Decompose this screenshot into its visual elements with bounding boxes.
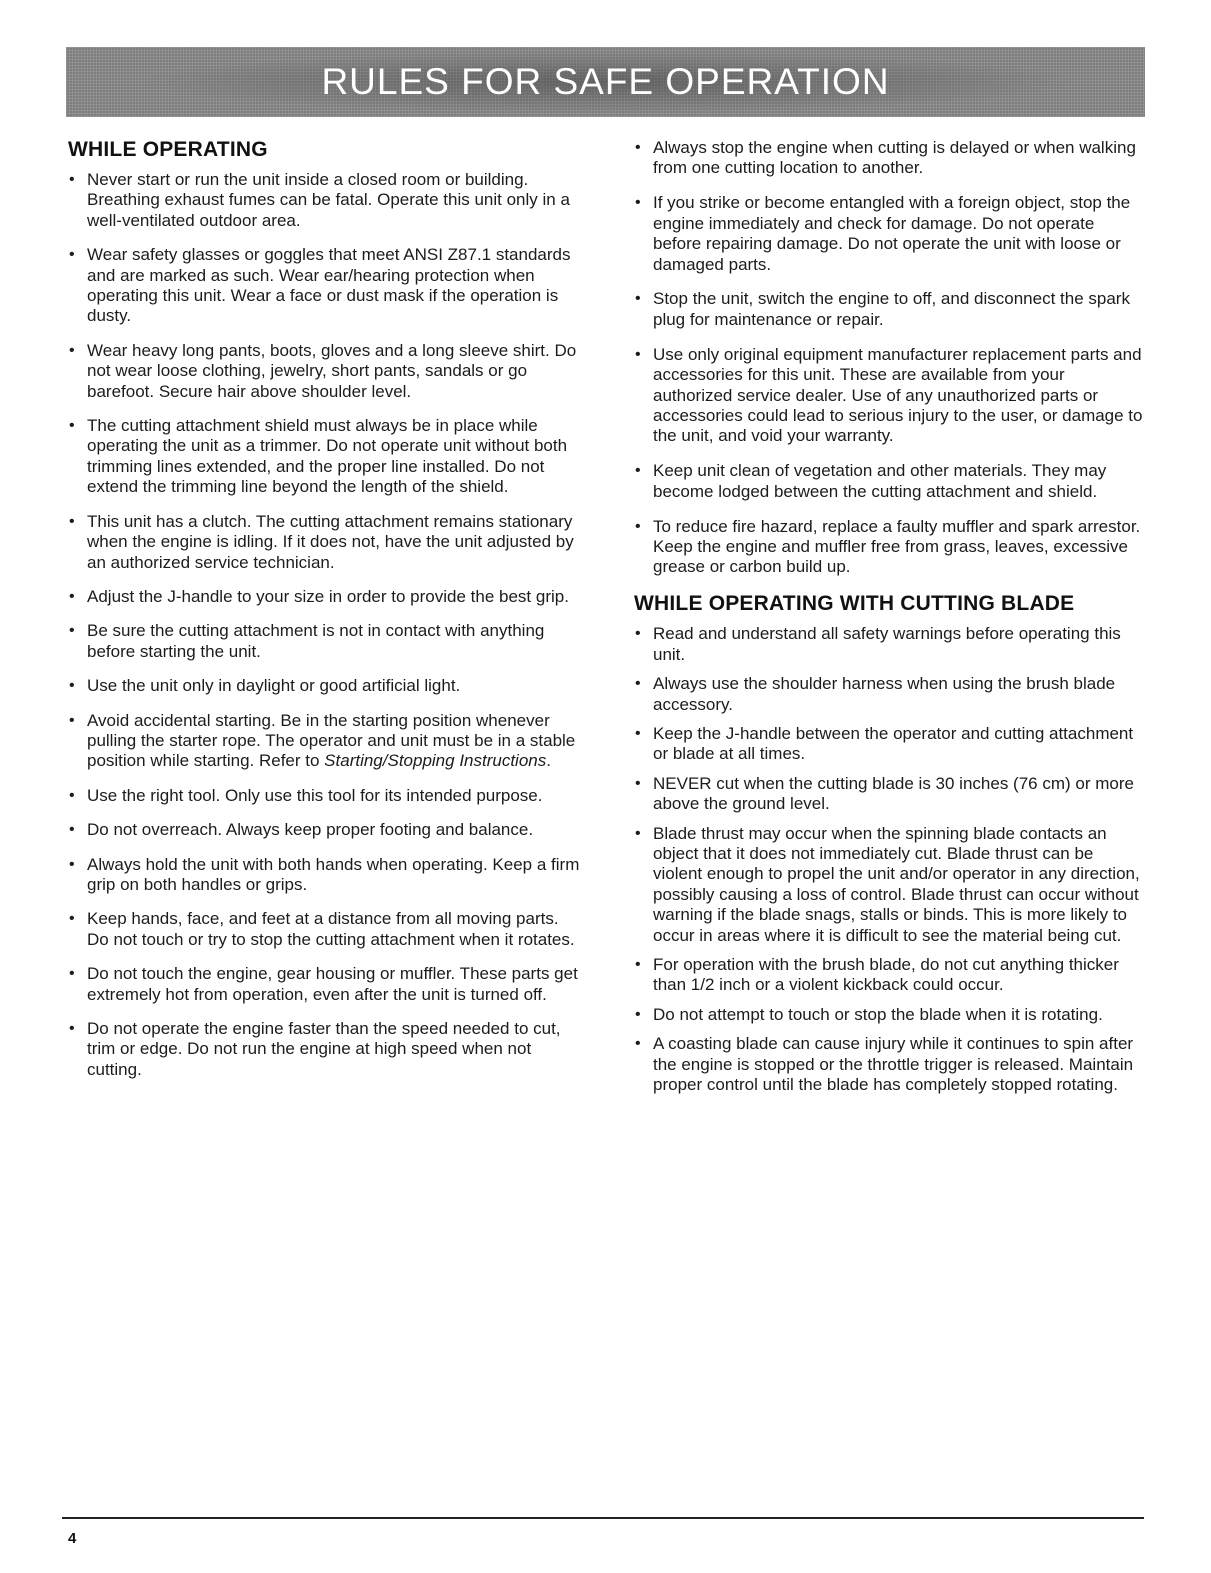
rule-text: Use the right tool. Only use this tool for its intended purpose. bbox=[87, 785, 543, 805]
rule-item bbox=[68, 676, 580, 696]
rule-item bbox=[634, 517, 1144, 578]
rule-text: Keep hands, face, and feet at a distance from all moving parts. Do not touch or try to stop the cutting attachment when it rotates. bbox=[87, 909, 575, 949]
rule-text: Always use the shoulder harness when using the brush blade accessory. bbox=[653, 674, 1116, 714]
rule-item bbox=[634, 774, 1144, 815]
bullet-icon: • bbox=[635, 194, 641, 212]
rule-item bbox=[68, 964, 580, 1005]
rule-text: Use only original equipment manufacturer replacement parts and accessories for this unit. These are available from your authorized service dealer. Use of any unauthorized parts or accessories could lead to serious injury to the user, or damage to the unit, and void your warranty. bbox=[653, 344, 1143, 446]
rule-text: Keep the J-handle between the operator and cutting attachment or blade at all times. bbox=[653, 723, 1134, 764]
rule-item bbox=[634, 824, 1144, 946]
rule-text: Use the unit only in daylight or good artificial light. bbox=[87, 676, 461, 696]
banner-title: RULES FOR SAFE OPERATION bbox=[321, 61, 890, 102]
rule-item bbox=[68, 786, 580, 806]
rule-text: Adjust the J-handle to your size in order to provide the best grip. bbox=[87, 586, 569, 606]
rule-item bbox=[634, 624, 1144, 665]
rule-item bbox=[634, 193, 1144, 275]
rule-item bbox=[68, 170, 580, 231]
bullet-icon: • bbox=[69, 910, 75, 928]
rule-item bbox=[68, 621, 580, 662]
rule-item bbox=[68, 512, 580, 573]
rule-item bbox=[634, 1005, 1144, 1025]
bullet-icon: • bbox=[635, 1035, 641, 1053]
bullet-icon: • bbox=[69, 786, 75, 804]
rule-text: Do not attempt to touch or stop the blade when it is rotating. bbox=[653, 1004, 1103, 1024]
section-banner bbox=[66, 47, 1145, 117]
bullet-icon: • bbox=[69, 417, 75, 435]
rule-text: Blade thrust may occur when the spinning blade contacts an object that it does not immediately cut. Blade thrust can be violent enough to propel the unit and/or operator in any direction, possibly causing a loss of control. Blade thrust can occur without warning if the blade snags, stalls or binds. This is more likely to occur in areas where it is difficult to see the material being cut. bbox=[653, 823, 1140, 945]
rule-text: Always hold the unit with both hands when operating. Keep a firm grip on both handles or grips. bbox=[87, 854, 580, 894]
rule-text: A coasting blade can cause injury while it continues to spin after the engine is stopped or the throttle trigger is released. Maintain proper control until the blade has completely stopped rotating. bbox=[653, 1034, 1134, 1095]
bullet-icon: • bbox=[69, 965, 75, 983]
rule-item bbox=[634, 674, 1144, 715]
rule-text: Keep unit clean of vegetation and other materials. They may become lodged between the cutting attachment and shield. bbox=[653, 461, 1107, 501]
rule-item bbox=[68, 909, 580, 950]
rule-item bbox=[68, 245, 580, 327]
heading-while-operating: WHILE OPERATING bbox=[68, 138, 268, 161]
rule-text: Do not operate the engine faster than the speed needed to cut, trim or edge. Do not run the engine at high speed when not cutting. bbox=[87, 1019, 561, 1079]
bullet-icon: • bbox=[635, 462, 641, 480]
heading-cutting-blade: WHILE OPERATING WITH CUTTING BLADE bbox=[634, 592, 1075, 616]
rule-text: Do not touch the engine, gear housing or muffler. These parts get extremely hot from operation, even after the unit is turned off. bbox=[87, 964, 578, 1004]
rule-text: To reduce fire hazard, replace a faulty muffler and spark arrestor. Keep the engine and muffler free from grass, leaves, excessive grease or carbon build up. bbox=[653, 516, 1141, 577]
rule-reference: Starting/Stopping Instructions bbox=[324, 751, 547, 771]
rule-item bbox=[68, 416, 580, 498]
bullet-icon: • bbox=[69, 512, 75, 530]
bullet-icon: • bbox=[69, 821, 75, 839]
bullet-icon: • bbox=[635, 956, 641, 973]
rule-text: NEVER cut when the cutting blade is 30 inches (76 cm) or more above the ground level. bbox=[653, 773, 1134, 814]
bullet-icon: • bbox=[69, 171, 75, 188]
rule-item bbox=[634, 345, 1144, 447]
rule-text: Do not overreach. Always keep proper footing and balance. bbox=[87, 820, 534, 840]
right-column bbox=[634, 138, 1144, 1104]
rule-item bbox=[68, 1019, 580, 1080]
rule-item bbox=[634, 1034, 1144, 1095]
rule-item bbox=[68, 855, 580, 896]
rule-item bbox=[68, 341, 580, 402]
rule-text: Avoid accidental starting. Be in the starting position whenever pulling the starter rope. The operator and unit must be in a stable position while starting. Refer to bbox=[87, 710, 576, 771]
bullet-icon: • bbox=[635, 139, 641, 156]
bullet-icon: • bbox=[635, 675, 641, 693]
bullet-icon: • bbox=[69, 341, 75, 359]
rule-item bbox=[68, 820, 580, 840]
bullet-icon: • bbox=[69, 1020, 75, 1037]
rule-item bbox=[634, 724, 1144, 765]
rule-item bbox=[68, 711, 580, 772]
rule-text: Wear safety glasses or goggles that meet ANSI Z87.1 standards and are marked as such. Wear ear/hearing protection when operating this unit. Wear a face or dust mask if the operation is dusty. bbox=[87, 245, 571, 326]
bullet-icon: • bbox=[69, 622, 75, 640]
bullet-icon: • bbox=[69, 677, 75, 695]
left-column bbox=[68, 138, 580, 1094]
bullet-icon: • bbox=[635, 774, 641, 792]
rule-item bbox=[634, 289, 1144, 330]
bullet-icon: • bbox=[635, 724, 641, 742]
bullet-icon: • bbox=[635, 290, 641, 308]
rule-item bbox=[634, 461, 1144, 502]
rule-text-end: . bbox=[546, 751, 551, 771]
rule-text: Always stop the engine when cutting is delayed or when walking from one cutting location to another. bbox=[653, 138, 1136, 178]
rule-text: Stop the unit, switch the engine to off, and disconnect the spark plug for maintenance or repair. bbox=[653, 289, 1130, 329]
bullet-icon: • bbox=[635, 1005, 641, 1023]
blade-rules-list bbox=[634, 624, 1144, 1095]
bullet-icon: • bbox=[635, 345, 641, 363]
bullet-icon: • bbox=[69, 587, 75, 605]
rule-text: The cutting attachment shield must always be in place while operating the unit as a trimmer. Do not operate unit without both trimming lines extended, and the proper line installed. Do not extend the trimming line beyond the length of the shield. bbox=[87, 416, 568, 497]
footer-divider bbox=[62, 1517, 1144, 1519]
bullet-icon: • bbox=[635, 625, 641, 643]
rule-text: For operation with the brush blade, do not cut anything thicker than 1/2 inch or a violent kickback could occur. bbox=[653, 955, 1119, 995]
rule-item bbox=[634, 955, 1144, 996]
rule-item bbox=[634, 138, 1144, 179]
rule-text: Wear heavy long pants, boots, gloves and a long sleeve shirt. Do not wear loose clothing, jewelry, short pants, sandals or go barefoot. Secure hair above shoulder level. bbox=[87, 340, 577, 401]
right-rules-list bbox=[634, 138, 1144, 578]
page-number: 4 bbox=[68, 1530, 77, 1547]
rule-text: Be sure the cutting attachment is not in contact with anything before starting the unit. bbox=[87, 621, 545, 661]
bullet-icon: • bbox=[69, 246, 75, 264]
bullet-icon: • bbox=[69, 711, 75, 729]
rule-text: Never start or run the unit inside a closed room or building. Breathing exhaust fumes can be fatal. Operate this unit only in a well-ventilated outdoor area. bbox=[87, 170, 570, 230]
rule-item bbox=[68, 587, 580, 607]
rule-text: If you strike or become entangled with a foreign object, stop the engine immediately and check for damage. Do not operate before repairing damage. Do not operate the unit with loose or damaged parts. bbox=[653, 193, 1131, 274]
bullet-icon: • bbox=[635, 517, 641, 535]
left-rules-list bbox=[68, 170, 580, 1080]
rule-text: This unit has a clutch. The cutting attachment remains stationary when the engine is idling. If it does not, have the unit adjusted by an authorized service technician. bbox=[87, 511, 574, 572]
rule-text: Read and understand all safety warnings before operating this unit. bbox=[653, 624, 1121, 664]
bullet-icon: • bbox=[635, 824, 641, 842]
bullet-icon: • bbox=[69, 855, 75, 873]
